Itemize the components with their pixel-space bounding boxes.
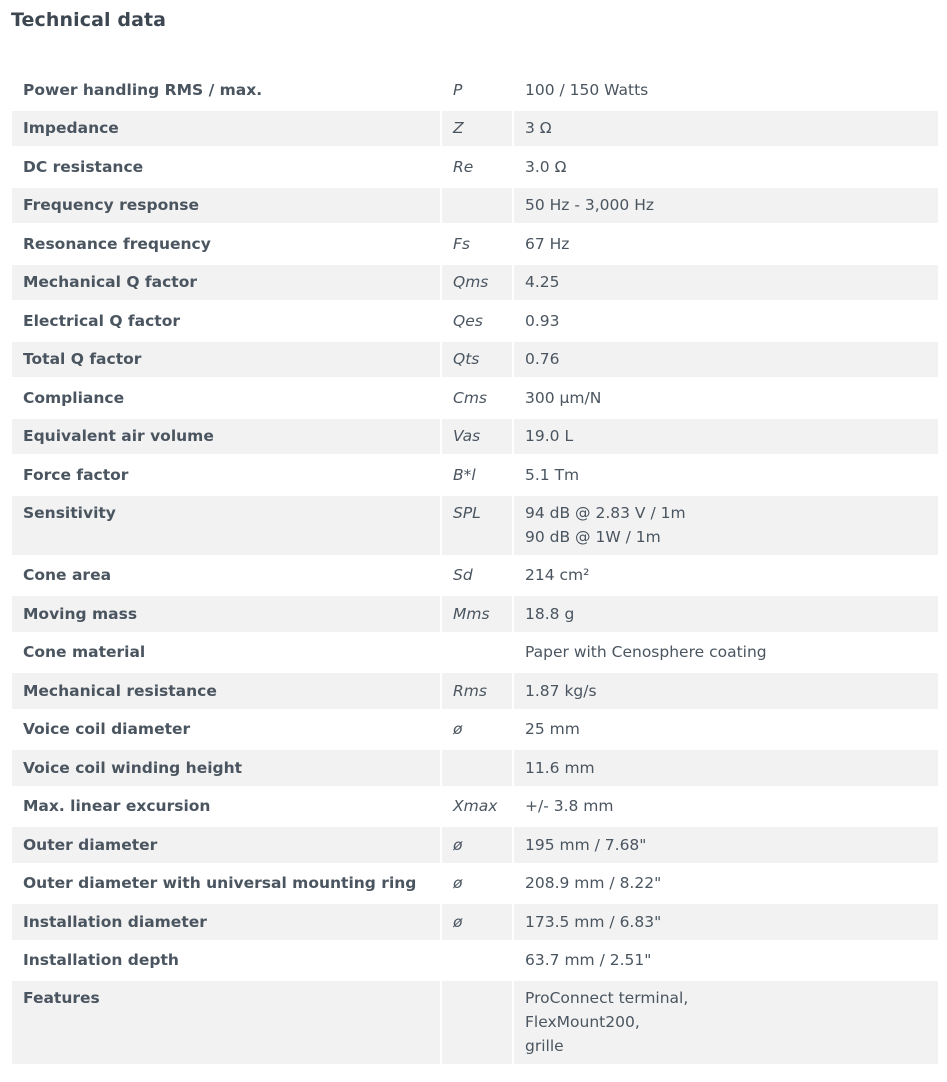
spec-label: Features (12, 981, 440, 1064)
table-row (12, 789, 938, 825)
spec-value (514, 943, 938, 979)
spec-value (514, 558, 938, 594)
table-row (12, 457, 938, 493)
spec-value-line: 173.5 mm / 6.83" (525, 912, 662, 931)
spec-label: Cone area (23, 566, 112, 585)
spec-symbol: ø (453, 874, 463, 893)
spec-value (514, 635, 938, 671)
spec-value (514, 457, 938, 493)
page-title: Technical data (11, 9, 167, 31)
spec-symbol: SPL (442, 496, 512, 555)
table-row (12, 496, 938, 555)
spec-value (514, 226, 938, 262)
spec-label: Outer diameter with universal mounting ring (23, 874, 417, 893)
spec-value-line: 0.93 (525, 311, 560, 330)
table-row (12, 558, 938, 594)
spec-symbol: Mms (442, 596, 512, 632)
spec-symbol (442, 188, 512, 224)
spec-value-line: ProConnect terminal, (525, 989, 689, 1007)
table-row (12, 866, 938, 902)
spec-value-line: Paper with Cenosphere coating (525, 643, 767, 662)
spec-value-line: 11.6 mm (525, 758, 595, 777)
spec-value (514, 380, 938, 416)
spec-value-line: 25 mm (525, 720, 580, 739)
spec-value-line: 5.1 Tm (525, 465, 580, 484)
spec-label: Electrical Q factor (23, 311, 180, 330)
spec-symbol: Qts (442, 342, 512, 378)
spec-value (514, 303, 938, 339)
spec-value-line: 18.8 g (525, 604, 575, 623)
spec-label: DC resistance (23, 157, 144, 176)
spec-value-line: 300 µm/N (525, 388, 602, 407)
spec-symbol: Z (442, 111, 512, 147)
spec-value-line: 19.0 L (525, 427, 574, 446)
spec-label: Force factor (23, 465, 129, 484)
spec-value-line: 195 mm / 7.68" (525, 835, 647, 854)
spec-value (514, 789, 938, 825)
spec-value-line: 214 cm² (525, 566, 590, 585)
table-row (12, 673, 938, 709)
spec-symbol: ø (442, 827, 512, 863)
spec-value-line: 0.76 (525, 350, 560, 369)
spec-label: Voice coil winding height (12, 750, 440, 786)
spec-label: Power handling RMS / max. (23, 80, 263, 99)
spec-value-line: 3 Ω (525, 119, 552, 138)
spec-value (514, 866, 938, 902)
technical-data-table (10, 69, 940, 1067)
table-row (12, 419, 938, 455)
spec-label: Frequency response (12, 188, 440, 224)
spec-value (514, 188, 938, 224)
spec-symbol: Fs (453, 234, 470, 253)
table-row (12, 635, 938, 671)
spec-label: Total Q factor (12, 342, 440, 378)
spec-label: Installation diameter (12, 904, 440, 940)
spec-label: Compliance (23, 388, 125, 407)
spec-value-line: +/- 3.8 mm (525, 797, 614, 816)
spec-value (514, 496, 938, 555)
spec-value-line: 90 dB @ 1W / 1m (525, 527, 661, 546)
spec-label: Max. linear excursion (23, 797, 211, 816)
spec-value-line: 208.9 mm / 8.22" (525, 874, 662, 893)
spec-value (514, 827, 938, 863)
spec-value-line: grille (525, 1037, 564, 1055)
spec-value (514, 149, 938, 185)
spec-value (514, 419, 938, 455)
spec-value (514, 596, 938, 632)
spec-symbol: Sd (453, 566, 473, 585)
spec-symbol (442, 750, 512, 786)
spec-value (514, 904, 938, 940)
table-row (12, 188, 938, 224)
spec-symbol: P (453, 80, 463, 99)
spec-label: Sensitivity (12, 496, 440, 555)
table-row (12, 342, 938, 378)
spec-value-line: 67 Hz (525, 234, 570, 253)
table-row (12, 596, 938, 632)
spec-value-line: 1.87 kg/s (525, 681, 597, 700)
technical-data-body (12, 72, 938, 1064)
spec-label: Moving mass (12, 596, 440, 632)
table-row (12, 226, 938, 262)
spec-value (514, 72, 938, 108)
spec-value-line: 100 / 150 Watts (525, 80, 649, 99)
spec-value (514, 750, 938, 786)
spec-symbol: Rms (442, 673, 512, 709)
spec-value-line: 3.0 Ω (525, 157, 567, 176)
table-row (12, 750, 938, 786)
spec-label: Voice coil diameter (23, 720, 191, 739)
spec-value (514, 981, 938, 1064)
table-row (12, 380, 938, 416)
spec-symbol: ø (453, 720, 463, 739)
spec-symbol: Re (453, 157, 474, 176)
spec-value (514, 265, 938, 301)
table-row (12, 303, 938, 339)
spec-symbol: Xmax (453, 797, 498, 816)
spec-label: Equivalent air volume (12, 419, 440, 455)
spec-value (514, 712, 938, 748)
spec-label: Mechanical resistance (12, 673, 440, 709)
spec-symbol: B*l (453, 465, 476, 484)
spec-label: Outer diameter (12, 827, 440, 863)
table-row (12, 712, 938, 748)
table-row (12, 265, 938, 301)
spec-value (514, 673, 938, 709)
spec-value (514, 111, 938, 147)
spec-symbol (442, 635, 512, 671)
table-row (12, 111, 938, 147)
spec-value-line: 94 dB @ 2.83 V / 1m (525, 503, 686, 522)
spec-label: Resonance frequency (23, 234, 211, 253)
spec-value-line: 50 Hz - 3,000 Hz (525, 196, 654, 215)
table-row (12, 904, 938, 940)
spec-label: Mechanical Q factor (12, 265, 440, 301)
spec-symbol: Cms (453, 388, 487, 407)
table-row (12, 72, 938, 108)
table-row (12, 981, 938, 1064)
spec-label: Cone material (23, 643, 146, 662)
spec-label: Impedance (12, 111, 440, 147)
table-row (12, 149, 938, 185)
spec-symbol: Qms (442, 265, 512, 301)
spec-symbol: Vas (442, 419, 512, 455)
table-row (12, 943, 938, 979)
table-row (12, 827, 938, 863)
spec-symbol: Qes (453, 311, 483, 330)
spec-symbol: ø (442, 904, 512, 940)
spec-symbol (442, 943, 512, 979)
spec-symbol (442, 981, 512, 1064)
spec-label: Installation depth (23, 951, 179, 970)
spec-value-line: 63.7 mm / 2.51" (525, 951, 652, 970)
spec-value-line: 4.25 (525, 273, 560, 292)
spec-value-line: FlexMount200, (525, 1013, 640, 1031)
spec-value (514, 342, 938, 378)
